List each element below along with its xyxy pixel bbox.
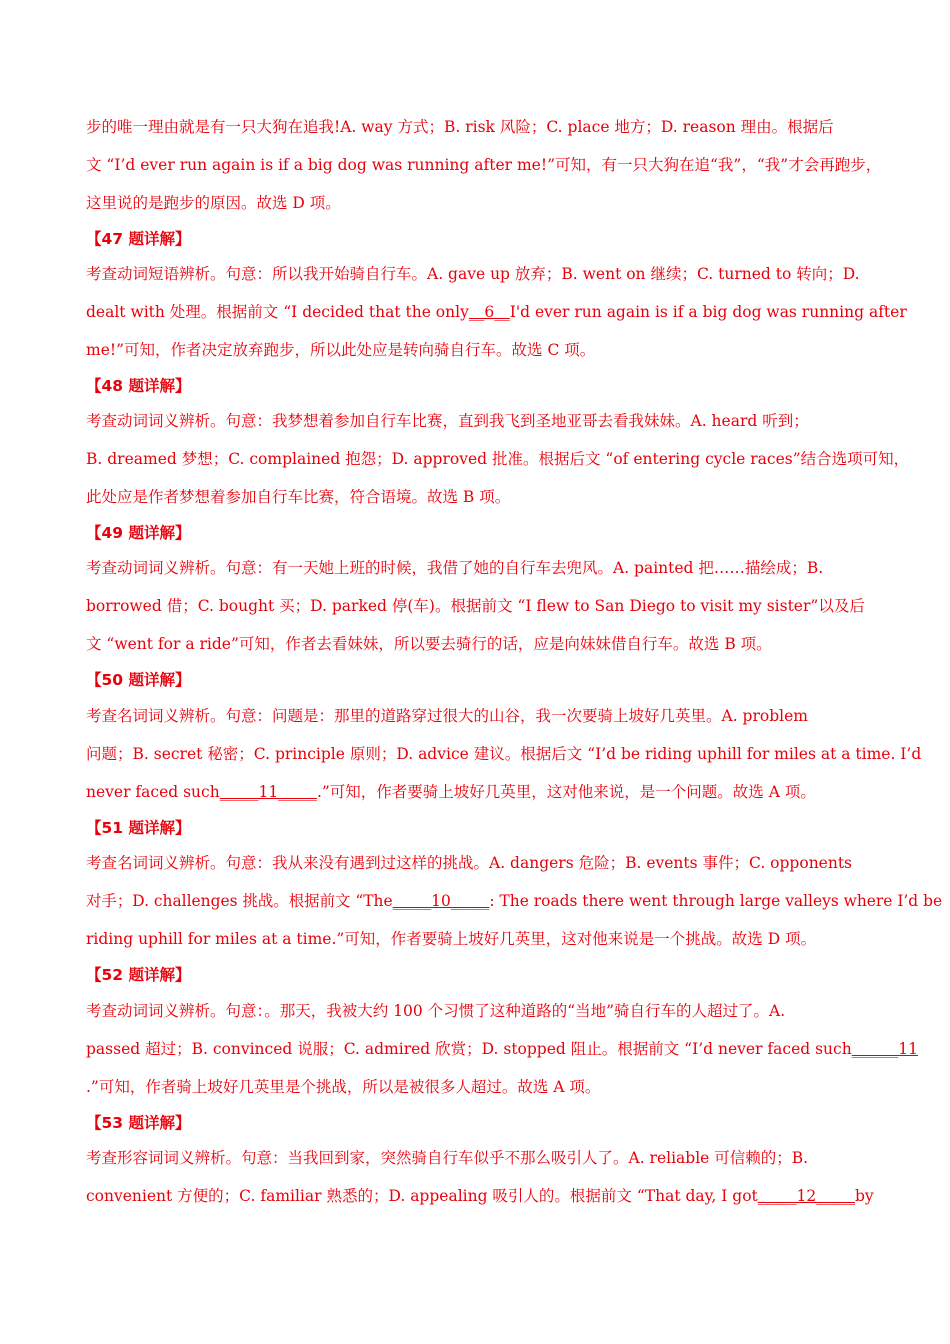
text-segment: by [855,1187,874,1205]
text-line: 文 “I’d ever run again is if a big dog was running after me!”可知，有一只大狗在追“我”，“我”才会再跑步， [86,156,882,174]
text-line [86,890,942,912]
blank-11: ______11 [851,1040,918,1058]
blank-10: _____10_____ [392,892,490,910]
blank-6: __6__ [468,303,510,321]
question-51-heading: 【51 题详解】 [86,819,191,837]
text-segment: : The roads there went through large valleys where I’d be [489,892,943,910]
text-line [86,1185,874,1207]
text-line: me!”可知，作者决定放弃跑步，所以此处应是转向骑自行车。故选 C 项。 [86,341,596,359]
text-segment: passed 超过；B. convinced 说服；C. admired 欣赏；D. stopped 阻止。根据前文 “I’d never faced such [86,1040,852,1058]
text-line: 考查名词词义辨析。句意：我从来没有遇到过这样的挑战。A. dangers 危险；B. events 事件；C. opponents [86,854,853,872]
question-52-heading: 【52 题详解】 [86,966,191,984]
text-line [86,781,816,803]
text-line: 这里说的是跑步的原因。故选 D 项。 [86,194,341,212]
text-line: .”可知，作者骑上坡好几英里是个挑战，所以是被很多人超过。故选 A 项。 [86,1078,601,1096]
text-line: 考查名词词义辨析。句意：问题是：那里的道路穿过很大的山谷，我一次要骑上坡好几英里。A. problem [86,707,808,725]
text-segment: .”可知，作者要骑上坡好几英里，这对他来说，是一个问题。故选 A 项。 [316,783,816,801]
blank-12: _____12_____ [757,1187,855,1205]
question-53-heading: 【53 题详解】 [86,1114,191,1132]
text-line: B. dreamed 梦想；C. complained 抱怨；D. approved 批准。根据后文 “of entering cycle races”结合选项可知， [86,450,910,468]
text-line: 文 “went for a ride”可知，作者去看妹妹，所以要去骑行的话，应是向妹妹借自行车。故选 B 项。 [86,635,772,653]
text-line: 考查动词词义辨析。句意：。那天，我被大约 100 个习惯了这种道路的“当地”骑自行车的人超过了。A. [86,1002,786,1020]
text-line: borrowed 借；C. bought 买；D. parked 停(车)。根据前文 “I flew to San Diego to visit my sister”以及后 [86,597,865,615]
question-49-heading: 【49 题详解】 [86,524,191,542]
text-line: 此处应是作者梦想着参加自行车比赛，符合语境。故选 B 项。 [86,488,511,506]
text-line: 考查动词词义辨析。句意：有一天她上班的时候，我借了她的自行车去兜风。A. painted 把……描绘成；B. [86,559,824,577]
text-segment: never faced such [86,783,220,801]
text-line [86,1038,918,1060]
text-segment: convenient 方便的；C. familiar 熟悉的；D. appealing 吸引人的。根据前文 “That day, I got [86,1187,758,1205]
blank-11: _____11_____ [219,783,317,801]
text-line: 考查形容词词义辨析。句意：当我回到家，突然骑自行车似乎不那么吸引人了。A. reliable 可信赖的；B. [86,1149,809,1167]
question-50-heading: 【50 题详解】 [86,671,191,689]
text-line: 步的唯一理由就是有一只大狗在追我!A. way 方式；B. risk 风险；C. place 地方；D. reason 理由。根据后 [86,118,834,136]
text-line: riding uphill for miles at a time.”可知，作者要骑上坡好几英里，这对他来说是一个挑战。故选 D 项。 [86,930,817,948]
text-segment: 对手；D. challenges 挑战。根据前文 “The [86,892,393,910]
text-line [86,301,907,323]
text-segment: I'd ever run again is if a big dog was running after [509,303,907,321]
text-line: 考查动词词义辨析。句意：我梦想着参加自行车比赛，直到我飞到圣地亚哥去看我妹妹。A. heard 听到； [86,412,809,430]
question-47-heading: 【47 题详解】 [86,230,191,248]
text-line: 问题；B. secret 秘密；C. principle 原则；D. advice 建议。根据后文 “I’d be riding uphill for miles at a time. I’d [86,745,922,763]
text-segment: dealt with 处理。根据前文 “I decided that the only [86,303,469,321]
question-48-heading: 【48 题详解】 [86,377,191,395]
text-line: 考查动词短语辨析。句意：所以我开始骑自行车。A. gave up 放弃；B. went on 继续；C. turned to 转向；D. [86,265,860,283]
